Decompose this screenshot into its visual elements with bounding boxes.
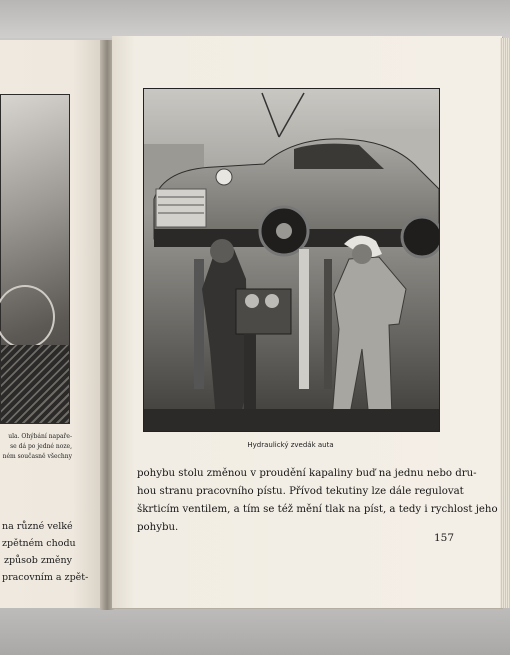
body-line: hou stranu pracovního pístu. Přívod tekutiny lze dále regulovat — [137, 486, 464, 497]
figure-caption: Hydraulický zvedák auta — [247, 441, 334, 449]
left-page-photo — [0, 94, 70, 424]
body-paragraph — [137, 465, 498, 537]
body-line: pohybu. — [137, 522, 179, 533]
left-photo-ring — [0, 285, 55, 349]
background-bottom — [0, 608, 510, 655]
car-lift-photo-illustration — [144, 89, 439, 431]
page-number: 157 — [434, 532, 455, 544]
left-page-text — [2, 518, 89, 586]
left-text-line: na různé velké — [2, 521, 73, 532]
left-text-line: pracovním a zpět- — [2, 572, 89, 583]
left-caption-line: ném současně všechny — [2, 453, 72, 460]
body-line: pohybu stolu změnou v proudění kapaliny buď na jednu nebo dru- — [137, 468, 477, 479]
left-caption-line: ula. Ohýbání napaře- — [8, 433, 72, 440]
car-lift-photo — [143, 88, 440, 432]
left-text-line: způsob změny — [3, 555, 72, 566]
left-caption-line: se dá po jedné noze, — [10, 443, 72, 450]
body-line: škrticím ventilem, a tím se též mění tlak na píst, a tedy i rychlost jeho — [137, 504, 498, 515]
page-edges — [500, 38, 510, 608]
left-text-line: zpětném chodu — [2, 538, 76, 549]
left-page-caption — [2, 432, 72, 462]
left-photo-grate — [1, 345, 69, 423]
left-page — [0, 40, 104, 608]
background-top — [0, 0, 510, 38]
